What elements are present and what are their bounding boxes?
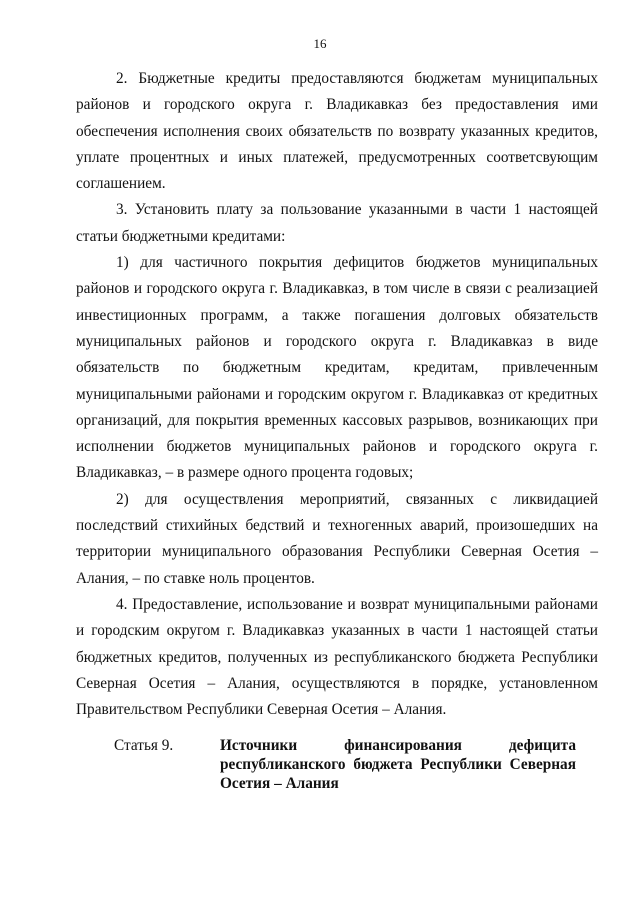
- paragraph-2-budget-credits: 2. Бюджетные кредиты предоставляются бюджетам муниципальных районов и городского округа г. Владикавказ без предоставления ими обеспечения исполнения своих обязательств по возврату указанных кредитов, уплате процентных и иных платежей, предусмотренных соответсвующим соглашением.: [76, 70, 598, 193]
- page-number: 16: [313, 36, 327, 51]
- paragraph-4-procedure: 4. Предоставление, использование и возврат муниципальными районами и городским округом г. Владикавказ указанных в части 1 настоящей статьи бюджетных кредитов, полученных из республиканского бюджета Республики Северная Осетия – Алания, осуществляются в порядке, установленном Правительством Республики Северная Осетия – Алания.: [76, 595, 598, 719]
- article-label: Статья 9.: [114, 737, 174, 754]
- article-title: Источники финансирования дефицита республиканского бюджета Республики Северная Осетия – Алания: [220, 737, 576, 792]
- paragraph-3-credit-fee: 3. Установить плату за пользование указанными в части 1 настоящей статьи бюджетными кредитами:: [76, 201, 598, 245]
- paragraph-3-item-2: 2) для осуществления мероприятий, связанных с ликвидацией последствий стихийных бедствий и техногенных аварий, произошедших на территории муниципального образования Республики Северная Осетия – Алания, – по ставке ноль процентов.: [76, 490, 598, 587]
- document-body: [76, 66, 598, 723]
- paragraph-3-item-1: 1) для частичного покрытия дефицитов бюджетов муниципальных районов и городского округа г. Владикавказ, в том числе в связи с реализацией инвестиционных программ, а также погашения долговых обязательств муниципальных районов и городского округа г. Владикавказ в виде обязательств по бюджетным кредитам, кредитам, привлеченным муниципальными районами и городским округом г. Владикавказ от кредитных организаций, для покрытия временных кассовых разрывов, возникающих при исполнении бюджетов муниципальных районов и городского округа г. Владикавказ, – в размере одного процента годовых;: [76, 254, 598, 482]
- article-heading: [114, 736, 576, 793]
